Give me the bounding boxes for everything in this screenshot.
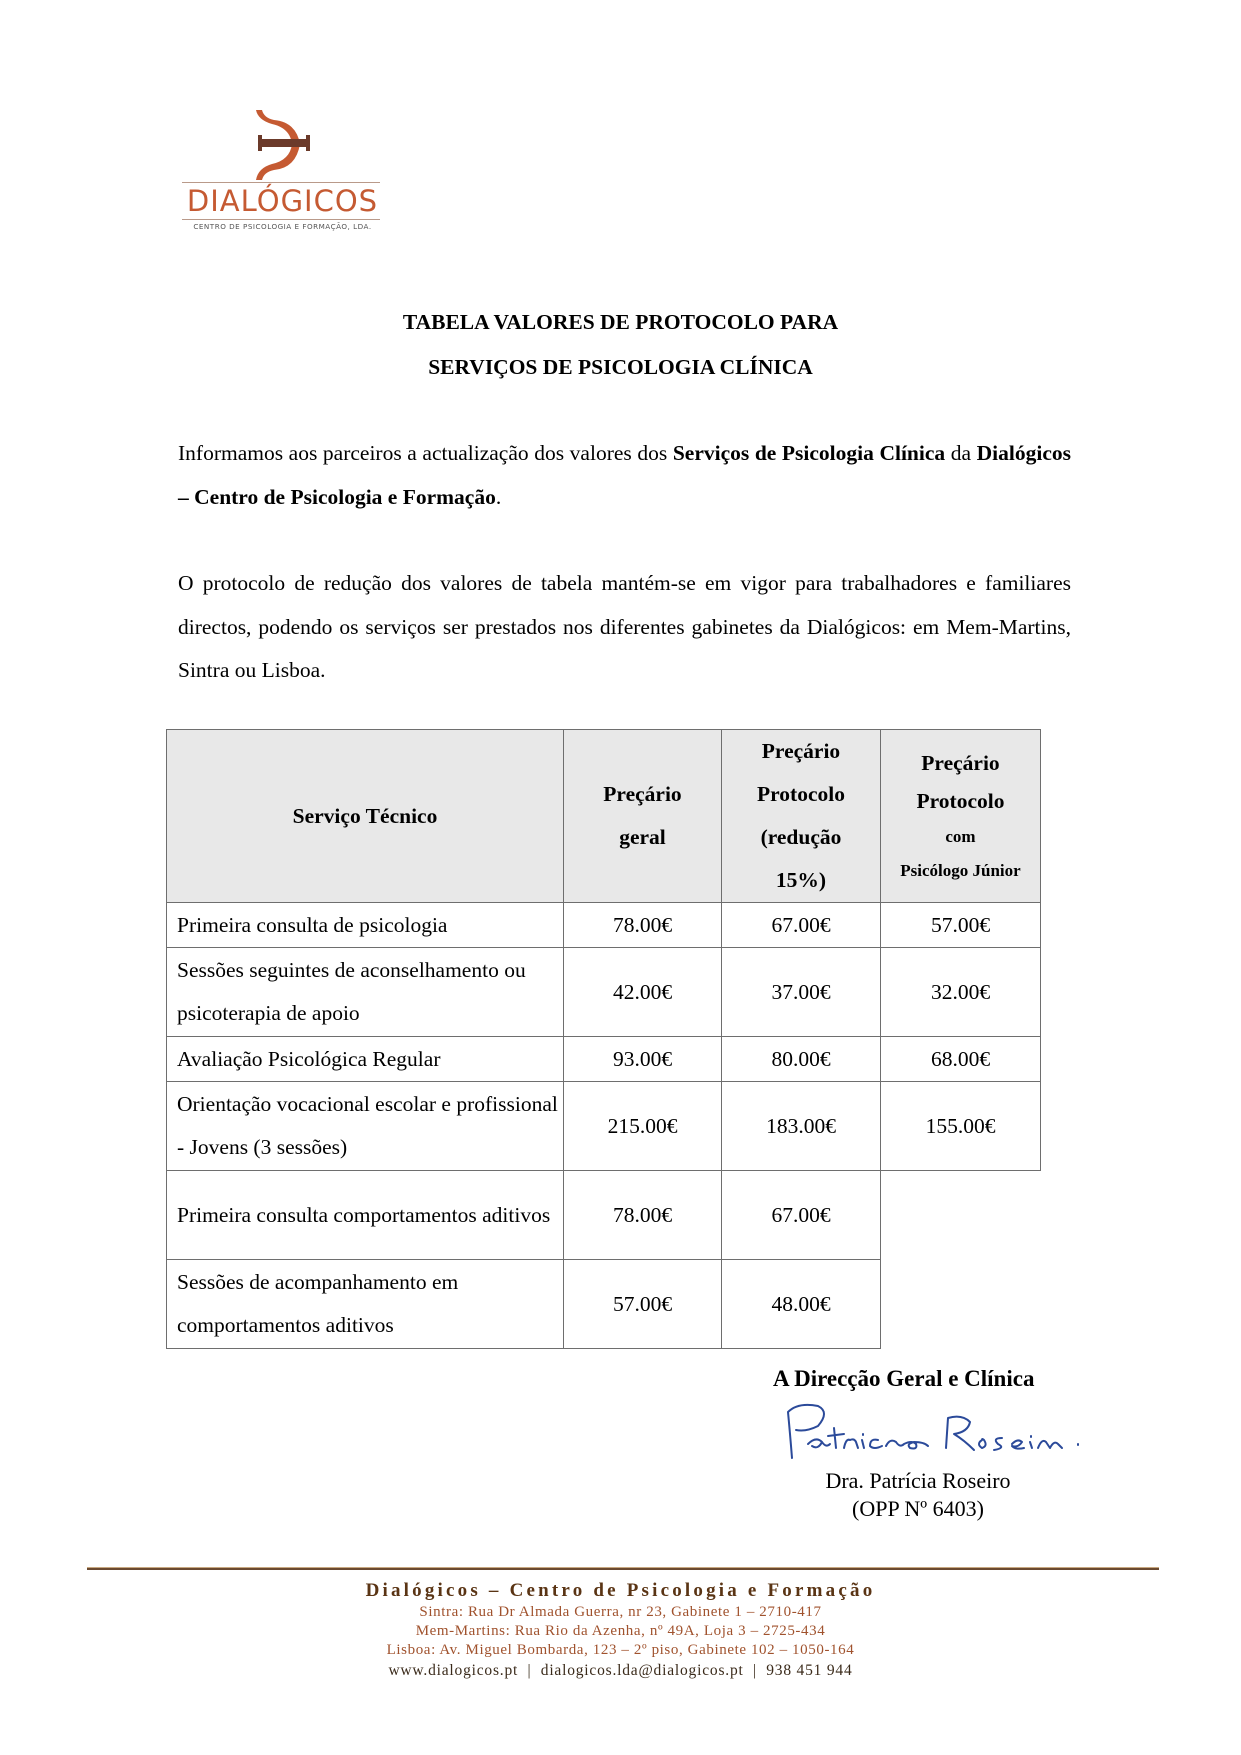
text: da <box>945 441 977 465</box>
general-price-cell: 78.00€ <box>564 1171 722 1260</box>
table-row <box>167 948 1041 1037</box>
footer-address-mem-martins: Mem-Martins: Rua Rio da Azenha, nº 49A, Loja 3 – 2725-434 <box>415 1623 826 1639</box>
handwritten-signature-icon <box>778 1398 1098 1464</box>
header-label: (redução <box>760 825 842 849</box>
website-link[interactable]: www.dialogicos.pt <box>388 1662 519 1679</box>
general-price-cell: 215.00€ <box>564 1082 722 1171</box>
general-price-cell: 78.00€ <box>564 903 722 948</box>
header-label: com <box>945 827 976 846</box>
intro-paragraph <box>178 432 1071 519</box>
phone-number: 938 451 944 <box>766 1662 853 1679</box>
bold-text: Serviços de Psicologia Clínica <box>672 441 946 465</box>
general-price-cell: 93.00€ <box>564 1037 722 1082</box>
company-logo <box>180 108 385 236</box>
header-label: Preçário <box>603 782 682 806</box>
price-table <box>166 729 1041 1349</box>
document-title-line-2: SERVIÇOS DE PSICOLOGIA CLÍNICA <box>428 355 813 379</box>
footer-address-sintra: Sintra: Rua Dr Almada Guerra, nr 23, Gabinete 1 – 2710-417 <box>419 1604 822 1620</box>
separator: | <box>752 1662 757 1679</box>
document-title-line-1: TABELA VALORES DE PROTOCOLO PARA <box>402 310 839 334</box>
general-price-cell: 57.00€ <box>564 1260 722 1349</box>
header-label: Protocolo <box>916 789 1005 813</box>
empty-cell <box>881 1171 1041 1260</box>
table-row <box>167 903 1041 948</box>
separator: | <box>527 1662 532 1679</box>
signature-heading: A Direcção Geral e Clínica <box>773 1366 1035 1391</box>
junior-price-cell: 32.00€ <box>881 948 1041 1037</box>
logo-subtitle: CENTRO DE PSICOLOGIA E FORMAÇÃO, LDA. <box>193 222 372 231</box>
text: . <box>495 484 502 509</box>
table-header-row <box>167 730 1041 903</box>
header-label: Serviço Técnico <box>292 803 438 828</box>
text: Informamos aos parceiros a actualização dos valores dos <box>178 441 673 465</box>
header-service <box>167 730 564 903</box>
header-label: Preçário <box>921 751 1000 775</box>
service-cell: Primeira consulta comportamentos aditivos <box>167 1171 564 1260</box>
footer-address-lisboa: Lisboa: Av. Miguel Bombarda, 123 – 2º piso, Gabinete 102 – 1050-164 <box>386 1642 855 1658</box>
service-cell: Primeira consulta de psicologia <box>167 903 564 948</box>
service-cell: Orientação vocacional escolar e profissional - Jovens (3 sessões) <box>167 1082 564 1171</box>
table-row <box>167 1171 1041 1260</box>
email-link[interactable]: dialogicos.lda@dialogicos.pt <box>540 1662 744 1679</box>
protocol-price-cell: 80.00€ <box>722 1037 881 1082</box>
service-cell: Sessões de acompanhamento em comportamentos aditivos <box>167 1260 564 1349</box>
header-general <box>564 730 722 903</box>
header-label: Preçário <box>761 739 841 763</box>
protocol-price-cell: 48.00€ <box>722 1260 881 1349</box>
junior-price-cell: 57.00€ <box>881 903 1041 948</box>
general-price-cell: 42.00€ <box>564 948 722 1037</box>
signatory-name: Dra. Patrícia Roseiro <box>825 1468 1011 1493</box>
bold-text: Dialógicos – Centro de Psicologia e Formação <box>178 441 1071 509</box>
header-label: Protocolo <box>757 782 845 806</box>
logo-divider <box>182 182 380 183</box>
logo-mark-icon <box>248 108 318 180</box>
signatory-registration: (OPP Nº 6403) <box>852 1496 984 1521</box>
service-cell: Sessões seguintes de aconselhamento ou psicoterapia de apoio <box>167 948 564 1037</box>
empty-cell <box>881 1260 1041 1349</box>
header-junior <box>881 730 1041 903</box>
junior-price-cell: 155.00€ <box>881 1082 1041 1171</box>
header-protocol <box>722 730 881 903</box>
junior-price-cell: 68.00€ <box>881 1037 1041 1082</box>
protocol-paragraph: O protocolo de redução dos valores de tabela mantém-se em vigor para trabalhadores e familiares directos, podendo os serviços ser prestados nos diferentes gabinetes da Dialógicos: em Mem-Martins, Sintra ou Lisboa. <box>178 571 1071 682</box>
logo-wordmark: DIALÓGICOS <box>186 184 379 218</box>
protocol-price-cell: 183.00€ <box>722 1082 881 1171</box>
footer-contacts <box>0 1662 1241 1680</box>
protocol-price-cell: 67.00€ <box>722 1171 881 1260</box>
footer-divider <box>87 1567 1159 1570</box>
footer-company-name: Dialógicos – Centro de Psicologia e Formação <box>365 1580 876 1601</box>
header-label: Psicólogo Júnior <box>900 861 1021 880</box>
protocol-price-cell: 37.00€ <box>722 948 881 1037</box>
table-row <box>167 1082 1041 1171</box>
table-row <box>167 1260 1041 1349</box>
header-label: 15%) <box>775 868 827 892</box>
service-cell: Avaliação Psicológica Regular <box>167 1037 564 1082</box>
table-row <box>167 1037 1041 1082</box>
protocol-price-cell: 67.00€ <box>722 903 881 948</box>
header-label: geral <box>619 825 666 849</box>
logo-divider <box>182 219 380 220</box>
